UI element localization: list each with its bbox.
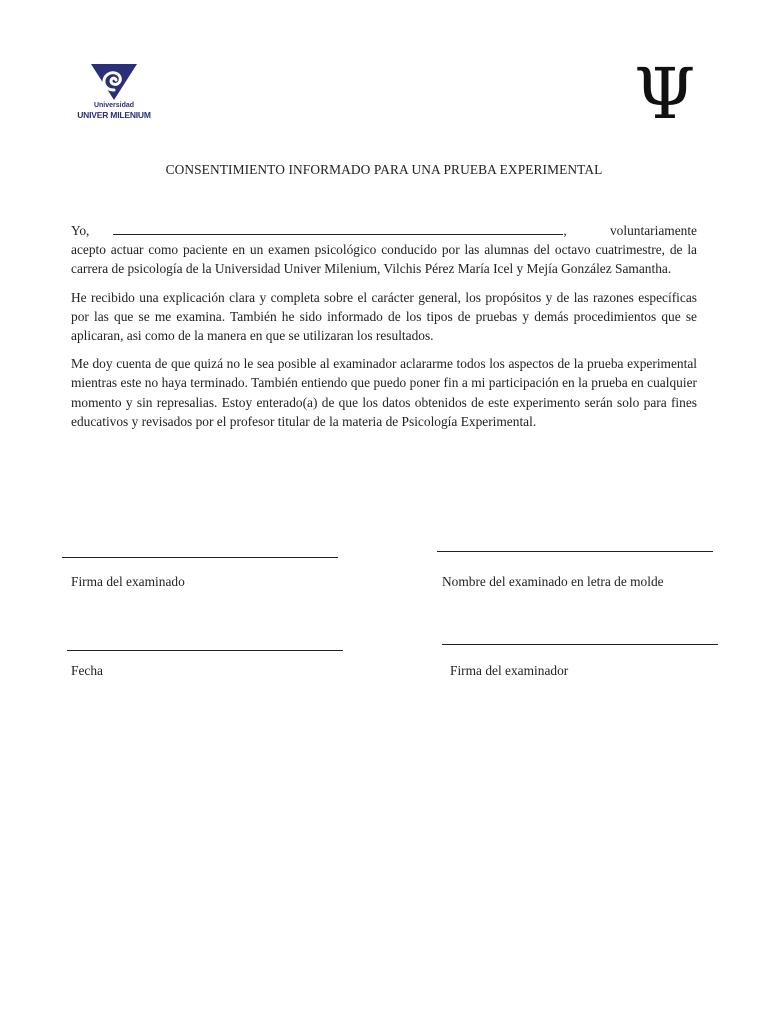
examinee-signature-line[interactable] [62,557,338,558]
intro-suffix: voluntariamente [609,223,697,238]
psi-symbol-icon: Ψ [634,53,696,135]
paragraph-explanation: He recibido una explicación clara y completa sobre el carácter general, los propósitos y de las razones específicas por las que se me examina. También he sido informado de los tipos de pruebas y demás procedimientos que se aplicaran, asi como de la manera en que se utilizaran los resultados. [71,289,697,344]
logo-line1: Universidad [93,102,135,109]
consent-body [71,221,697,440]
name-line: Yo, , voluntariamente [71,221,697,240]
examiner-signature-label: Firma del examinador [450,663,569,678]
examinee-name-line[interactable] [437,551,713,552]
examinee-name-label: Nombre del examinado en letra de molde [442,574,664,589]
document-title: CONSENTIMIENTO INFORMADO PARA UNA PRUEBA EXPERIMENTAL [165,162,603,177]
paragraph-understanding: Me doy cuenta de que quizá no le sea posible al examinador aclararme todos los aspectos de la prueba experimental mientras este no haya terminado. También entiendo que puedo poner fin a mi participación en la prueba en cualquier momento y sin represalias. Estoy enterado(a) de que los datos obtenidos de este experimento serán solo para fines educativos y revisados por el profesor titular de la materia de Psicología Experimental. [71,356,697,429]
logo-line2: UNIVER MILENIUM [77,110,151,120]
examinee-signature-label: Firma del examinado [71,574,185,589]
university-logo [72,62,156,124]
name-blank-field[interactable] [113,221,563,235]
date-label: Fecha [71,663,103,678]
intro-prefix: Yo, [71,223,90,238]
spiral-logo-icon [89,62,139,102]
examiner-signature-line[interactable] [442,644,718,645]
intro-paragraph: acepto actuar como paciente en un examen psicológico conducido por las alumnas del octavo cuatrimestre, de la carrera de psicología de la Universidad Univer Milenium, Vilchis Pérez María Icel y Mejía González Samantha. [71,242,697,277]
date-line[interactable] [67,650,343,651]
